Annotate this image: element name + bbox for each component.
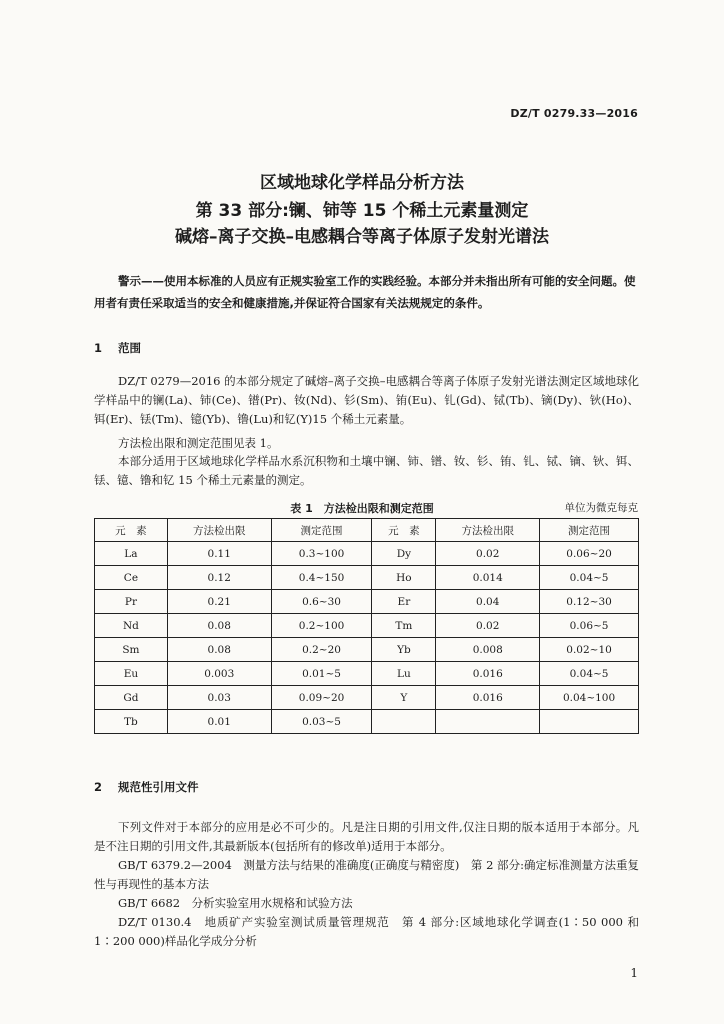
normative-references [94, 818, 639, 951]
table-cell: 0.008 [436, 638, 540, 662]
table-cell: Ce [95, 566, 168, 590]
reference-item: GB/T 6682 分析实验室用水规格和试验方法 [118, 896, 353, 910]
table-cell: 0.03 [167, 686, 271, 710]
table-cell: 0.04~100 [540, 686, 639, 710]
table-cell: Tb [95, 710, 168, 734]
detection-limit-table [94, 518, 639, 734]
table-cell: 0.04~5 [540, 662, 639, 686]
page-number: 1 [630, 966, 638, 980]
scope-paragraph-1: DZ/T 0279—2016 的本部分规定了碱熔–离子交换–电感耦合等离子体原子发射光谱法测定区域地球化学样品中的镧(La)、铈(Ce)、镨(Pr)、钕(Nd)、钐(Sm)、铕(Eu)、钆(Gd)、铽(Tb)、镝(Dy)、钬(Ho)、铒(Er)、铥(Tm)、镱(Yb)、镥(Lu)和钇(Y)15 个稀土元素量。 [94, 374, 639, 426]
table-row [95, 566, 639, 590]
table-cell: 0.04 [436, 590, 540, 614]
table-row [95, 638, 639, 662]
table-cell: 0.3~100 [271, 542, 372, 566]
table-cell: 0.2~20 [271, 638, 372, 662]
table-cell: 0.01~5 [271, 662, 372, 686]
header-detection-limit: 方法检出限 [167, 519, 271, 542]
table-cell: Dy [372, 542, 436, 566]
scope-paragraph-2: 方法检出限和测定范围见表 1。 [118, 436, 279, 450]
warning-paragraph: 警示——使用本标准的人员应有正规实验室工作的实践经验。本部分并未指出所有可能的安全问题。使用者有责任采取适当的安全和健康措施,并保证符合国家有关法规规定的条件。 [94, 274, 636, 310]
title-line-1: 区域地球化学样品分析方法 [260, 173, 464, 193]
table-cell: 0.06~5 [540, 614, 639, 638]
table-cell: 0.2~100 [271, 614, 372, 638]
table-cell: Ho [372, 566, 436, 590]
table-cell: 0.21 [167, 590, 271, 614]
table-unit: 单位为微克每克 [564, 502, 638, 514]
reference-item: GB/T 6379.2—2004 测量方法与结果的准确度(正确度与精密度) 第 2 部分:确定标准测量方法重复性与再现性的基本方法 [94, 858, 639, 891]
section-1-heading [94, 340, 141, 356]
table-cell: 0.014 [436, 566, 540, 590]
table-row [95, 542, 639, 566]
table-cell [540, 710, 639, 734]
table-cell: 0.02 [436, 614, 540, 638]
table-cell: 0.08 [167, 614, 271, 638]
header-range: 测定范围 [540, 519, 639, 542]
title-line-2: 第 33 部分:镧、铈等 15 个稀土元素量测定 [195, 201, 529, 221]
section-2-title: 规范性引用文件 [118, 780, 199, 794]
table-cell [436, 710, 540, 734]
header-detection-limit: 方法检出限 [436, 519, 540, 542]
header-element: 元 素 [372, 519, 436, 542]
table-cell: Gd [95, 686, 168, 710]
table-cell: Nd [95, 614, 168, 638]
table-cell: Sm [95, 638, 168, 662]
table-row [95, 662, 639, 686]
table-row [95, 710, 639, 734]
section-2-number: 2 [94, 780, 103, 794]
standard-code: DZ/T 0279.33—2016 [510, 107, 638, 120]
table-cell [372, 710, 436, 734]
table-cell: La [95, 542, 168, 566]
header-element: 元 素 [95, 519, 168, 542]
table-row [95, 590, 639, 614]
table-cell: 0.6~30 [271, 590, 372, 614]
table-cell: Lu [372, 662, 436, 686]
table-cell: Er [372, 590, 436, 614]
references-intro: 下列文件对于本部分的应用是必不可少的。凡是注日期的引用文件,仅注日期的版本适用于本部分。凡是不注日期的引用文件,其最新版本(包括所有的修改单)适用于本部分。 [94, 820, 639, 853]
table-cell: 0.003 [167, 662, 271, 686]
section-1-number: 1 [94, 341, 103, 355]
table-caption: 表 1 方法检出限和测定范围 [290, 502, 434, 515]
reference-item: DZ/T 0130.4 地质矿产实验室测试质量管理规范 第 4 部分:区域地球化学调查(1∶50 000 和 1∶200 000)样品化学成分分析 [94, 915, 639, 948]
table-cell: 0.03~5 [271, 710, 372, 734]
table-cell: Yb [372, 638, 436, 662]
table-row [95, 614, 639, 638]
table-cell: 0.06~20 [540, 542, 639, 566]
table-header-row [95, 519, 639, 542]
scope-paragraph-3: 本部分适用于区域地球化学样品水系沉积物和土壤中镧、铈、镨、钕、钐、铕、钆、铽、镝、钬、铒、铥、镱、镥和钇 15 个稀土元素量的测定。 [94, 454, 639, 487]
table-cell: Y [372, 686, 436, 710]
table-cell: 0.04~5 [540, 566, 639, 590]
table-cell: 0.12~30 [540, 590, 639, 614]
table-cell: 0.11 [167, 542, 271, 566]
table-cell: 0.09~20 [271, 686, 372, 710]
table-cell: 0.02~10 [540, 638, 639, 662]
table-cell: 0.01 [167, 710, 271, 734]
table-row [95, 686, 639, 710]
section-2-heading [94, 779, 199, 795]
table-cell: 0.016 [436, 662, 540, 686]
table-cell: 0.12 [167, 566, 271, 590]
section-1-title: 范围 [118, 341, 141, 355]
table-cell: 0.02 [436, 542, 540, 566]
table-cell: Pr [95, 590, 168, 614]
title-line-3: 碱熔–离子交换–电感耦合等离子体原子发射光谱法 [175, 227, 549, 247]
table-cell: Tm [372, 614, 436, 638]
header-range: 测定范围 [271, 519, 372, 542]
table-cell: Eu [95, 662, 168, 686]
table-cell: 0.4~150 [271, 566, 372, 590]
table-cell: 0.016 [436, 686, 540, 710]
table-cell: 0.08 [167, 638, 271, 662]
